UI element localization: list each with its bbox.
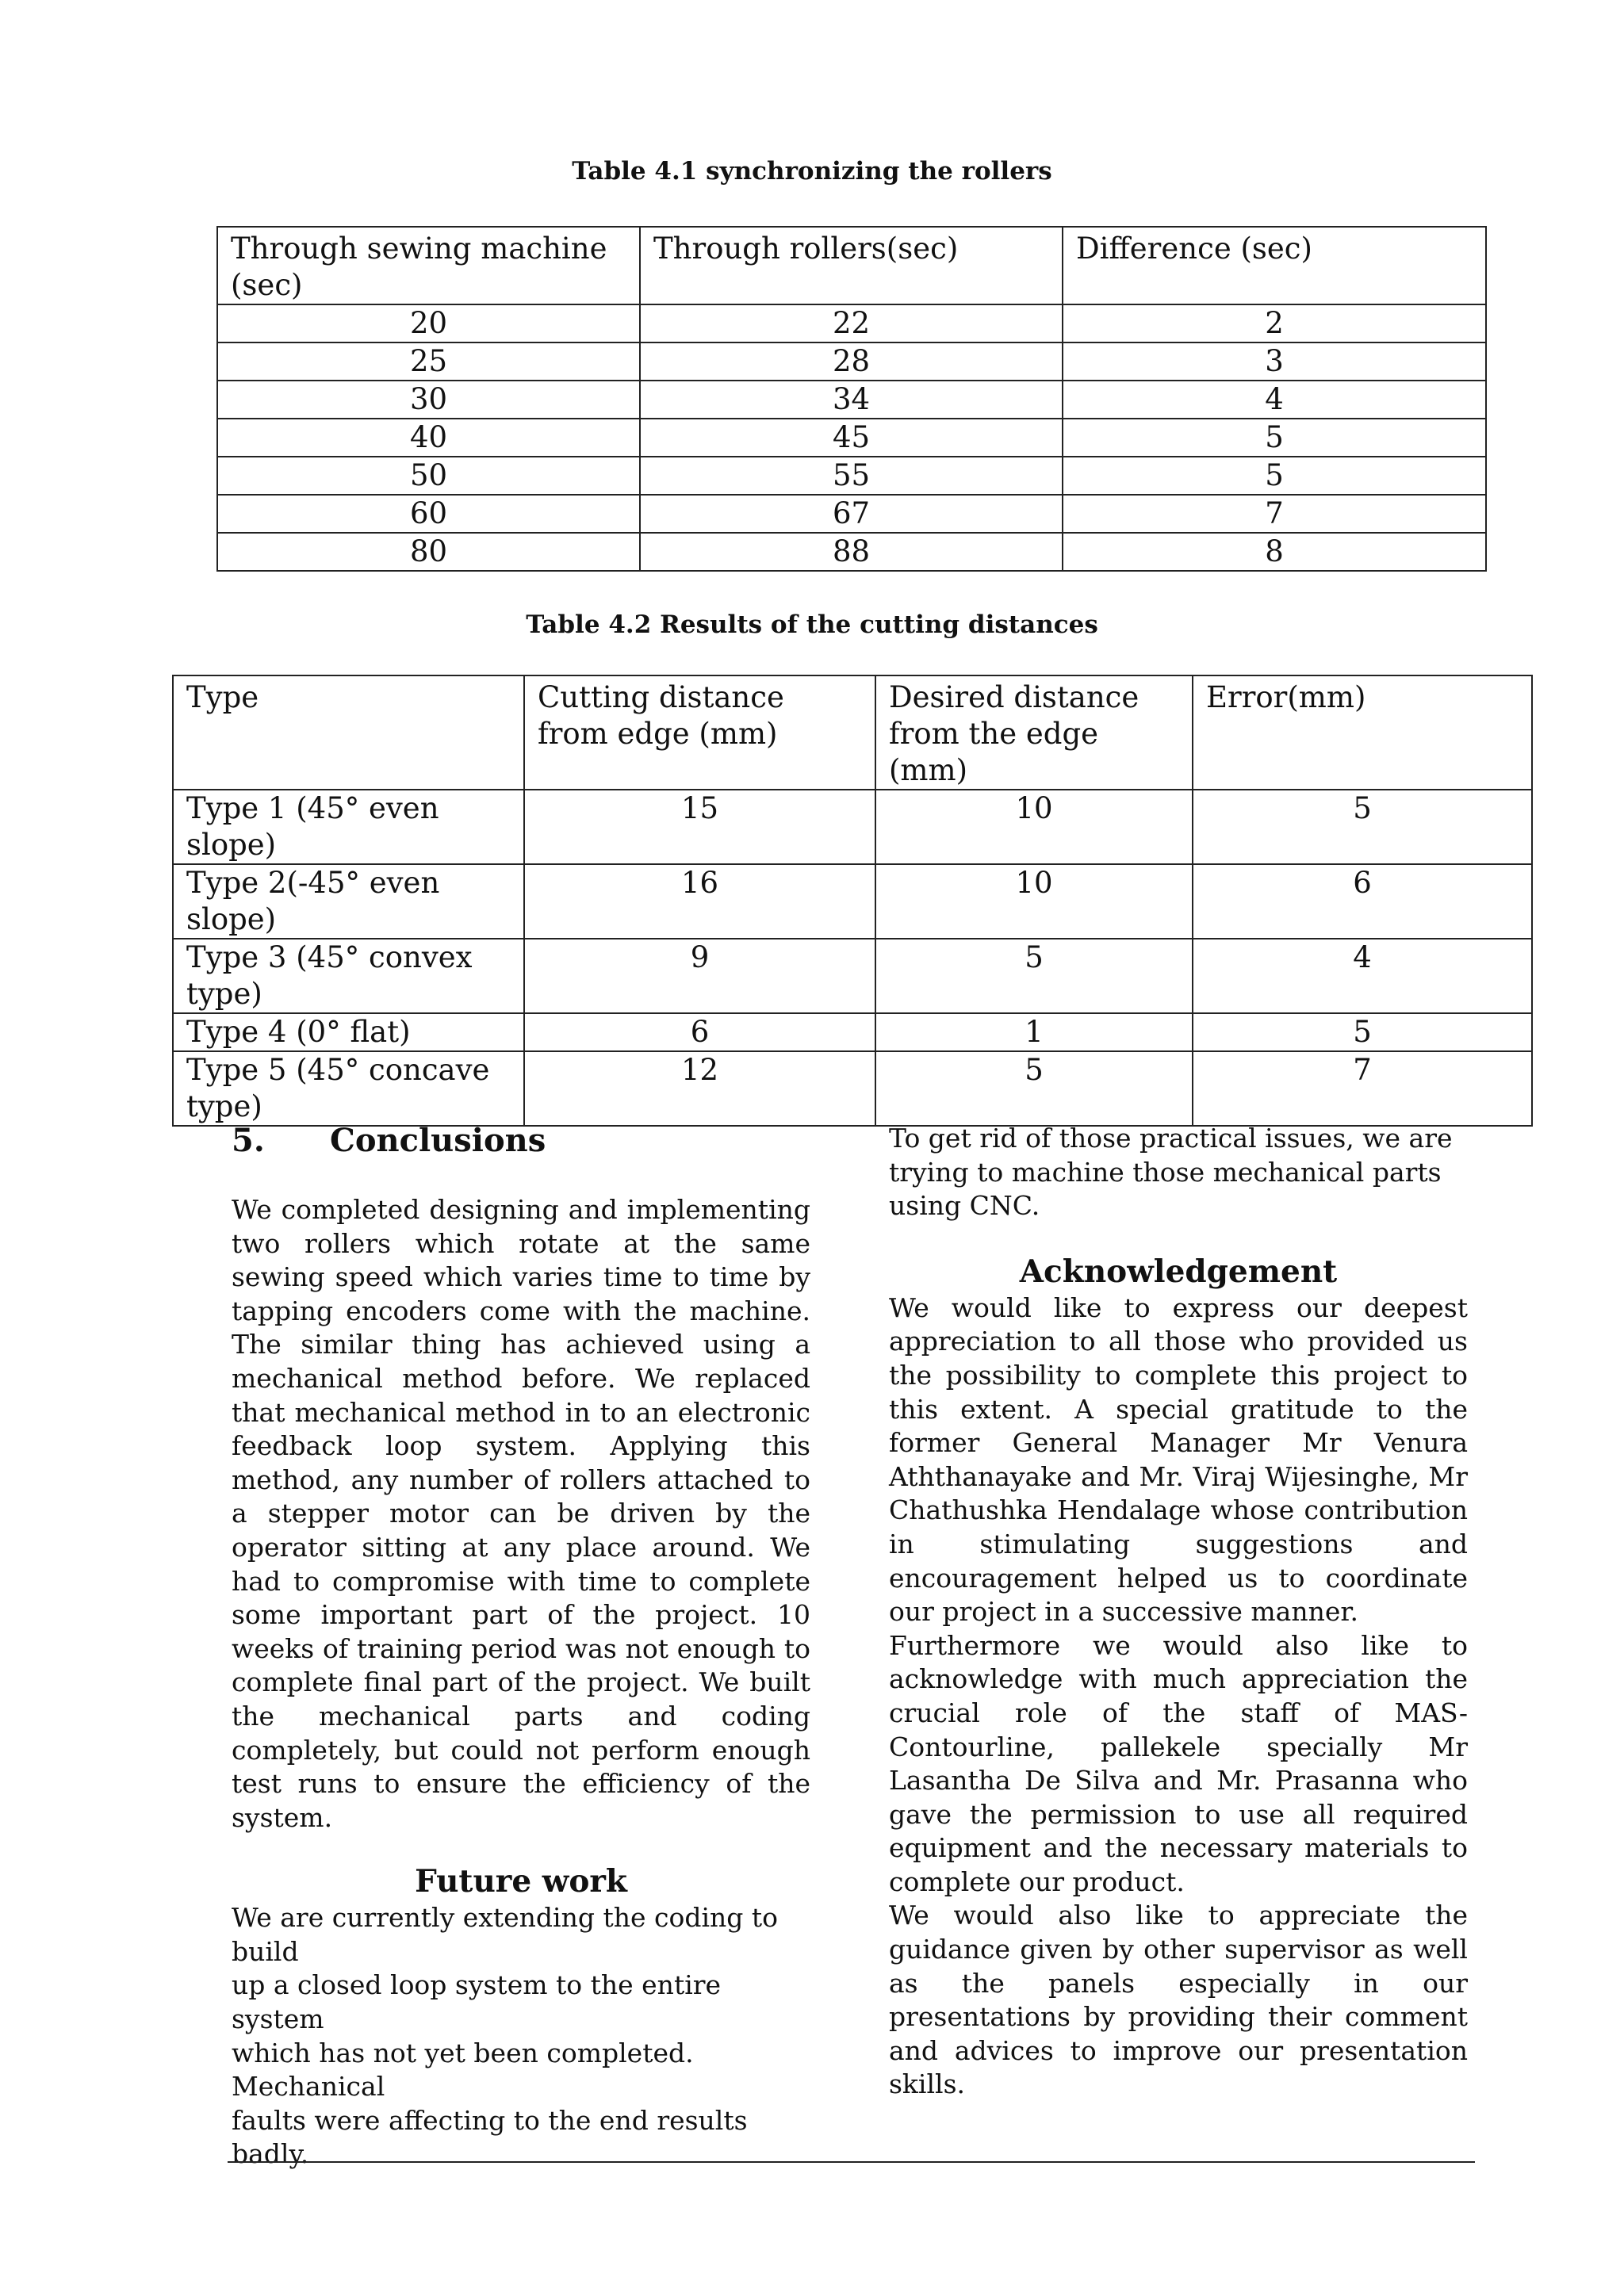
table-cell: 40	[217, 419, 640, 457]
table-cell: 5	[1063, 457, 1486, 495]
left-column	[232, 1121, 810, 2172]
table-row	[217, 304, 1486, 342]
right-column	[889, 1122, 1468, 2102]
table1-header-row	[217, 227, 1486, 304]
section-number: 5.	[232, 1122, 265, 1159]
table-cell: 60	[217, 495, 640, 533]
table-row	[173, 939, 1532, 1013]
table1-header-cell: Difference (sec)	[1063, 227, 1486, 304]
table-cell: 10	[875, 864, 1193, 939]
table-cell: 5	[1193, 1013, 1532, 1051]
table-cell: Type 2(-45° even slope)	[173, 864, 524, 939]
table-row	[217, 457, 1486, 495]
table-cell: 5	[875, 939, 1193, 1013]
conclusions-heading	[232, 1121, 810, 1161]
practical-issues-paragraph: To get rid of those practical issues, we are trying to machine those mechanical parts using CNC.	[889, 1123, 1453, 1222]
table2-header-cell: Error(mm)	[1193, 675, 1532, 790]
table-cell: 5	[1193, 790, 1532, 864]
table-row	[173, 1013, 1532, 1051]
table2-header-cell: Type	[173, 675, 524, 790]
future-work-text	[232, 1901, 810, 2172]
conclusions-paragraph: We completed designing and implementing two rollers which rotate at the same sewing speed which varies time to time by tapping encoders come with the machine. The similar thing has achieved using a mechanical method before. We replaced that mechanical method in to an electronic feedback loop system. Applying this method, any number of rollers attached to a stepper motor can be driven by the operator sitting at any place around. We had to compromise with time to complete some important part of the project. 10 weeks of training period was not enough to complete final part of the project. We built the mechanical parts and coding completely, but could not perform enough test runs to ensure the efficiency of the system.	[232, 1194, 810, 1833]
future-work-line: faults were affecting to the end results badly.	[232, 2104, 748, 2170]
table-cell: 22	[640, 304, 1063, 342]
table-row	[173, 864, 1532, 939]
table-row	[217, 419, 1486, 457]
table-cell: 34	[640, 381, 1063, 419]
table-cell: 10	[875, 790, 1193, 864]
table-cell: 20	[217, 304, 640, 342]
table-cell: 16	[524, 864, 875, 939]
table-cell: 12	[524, 1051, 875, 1126]
table2-caption: Table 4.2 Results of the cutting distances	[526, 610, 1098, 639]
table-cell: 88	[640, 533, 1063, 571]
table-cell: 50	[217, 457, 640, 495]
table1-caption: Table 4.1 synchronizing the rollers	[572, 157, 1052, 186]
table2	[172, 675, 1533, 1127]
table2-header-cell: Cutting distance from edge (mm)	[524, 675, 875, 790]
table-cell: 30	[217, 381, 640, 419]
table-cell: 7	[1063, 495, 1486, 533]
acknowledgement-heading: Acknowledgement	[1019, 1253, 1338, 1290]
table-cell: 8	[1063, 533, 1486, 571]
acknowledgement-paragraph: We would like to express our deepest appreciation to all those who provided us the possibility to complete this project to this extent. A special gratitude to the former General Manager Mr Venura Aththanayake and Mr. Viraj Wijesinghe, Mr Chathushka Hendalage whose contribution in stimulating suggestions and encouragement helped us to coordinate our project in a successive manner.	[889, 1292, 1468, 1628]
table-cell: 7	[1193, 1051, 1532, 1126]
table-row	[217, 342, 1486, 381]
table2-header-row	[173, 675, 1532, 790]
future-work-line: up a closed loop system to the entire system	[232, 1969, 722, 2035]
future-work-line: We are currently extending the coding to build	[232, 1902, 779, 1967]
table-row	[217, 495, 1486, 533]
acknowledgement-paragraph: Furthermore we would also like to acknowledge with much appreciation the crucial role of the staff of MAS-Contourline, pallekele specially Mr Lasantha De Silva and Mr. Prasanna who gave the permission to use all required equipment and the necessary materials to complete our product.	[889, 1629, 1468, 1897]
table-cell: 4	[1193, 939, 1532, 1013]
future-work-line: which has not yet been completed. Mechanical	[232, 2037, 694, 2103]
table-cell: 1	[875, 1013, 1193, 1051]
table-cell: 80	[217, 533, 640, 571]
table-row	[173, 790, 1532, 864]
table-row	[173, 1051, 1532, 1126]
table-cell: 15	[524, 790, 875, 864]
table-cell: Type 3 (45° convex type)	[173, 939, 524, 1013]
footer-rule	[228, 2161, 1475, 2163]
table1-header-cell: Through sewing machine (sec)	[217, 227, 640, 304]
table-cell: Type 5 (45° concave type)	[173, 1051, 524, 1126]
table-cell: 28	[640, 342, 1063, 381]
table-row	[217, 381, 1486, 419]
table-cell: 6	[524, 1013, 875, 1051]
table-cell: 45	[640, 419, 1063, 457]
future-work-heading: Future work	[415, 1863, 627, 1900]
table1-header-cell: Through rollers(sec)	[640, 227, 1063, 304]
table-cell: 3	[1063, 342, 1486, 381]
table-cell: 6	[1193, 864, 1532, 939]
acknowledgement-paragraph: We would also like to appreciate the guidance given by other supervisor as well as the panels especially in our presentations by providing their comment and advices to improve our presentation skills.	[889, 1900, 1468, 2100]
table-cell: 2	[1063, 304, 1486, 342]
table-cell: Type 4 (0° flat)	[173, 1013, 524, 1051]
table-cell: 25	[217, 342, 640, 381]
table-cell: 4	[1063, 381, 1486, 419]
table-cell: 55	[640, 457, 1063, 495]
table-cell: 9	[524, 939, 875, 1013]
table1	[216, 226, 1487, 572]
table-row	[217, 533, 1486, 571]
table-cell: 5	[1063, 419, 1486, 457]
table2-header-cell: Desired distance from the edge (mm)	[875, 675, 1193, 790]
section-title: Conclusions	[330, 1122, 546, 1159]
table-cell: 5	[875, 1051, 1193, 1126]
table-cell: 67	[640, 495, 1063, 533]
table-cell: Type 1 (45° even slope)	[173, 790, 524, 864]
